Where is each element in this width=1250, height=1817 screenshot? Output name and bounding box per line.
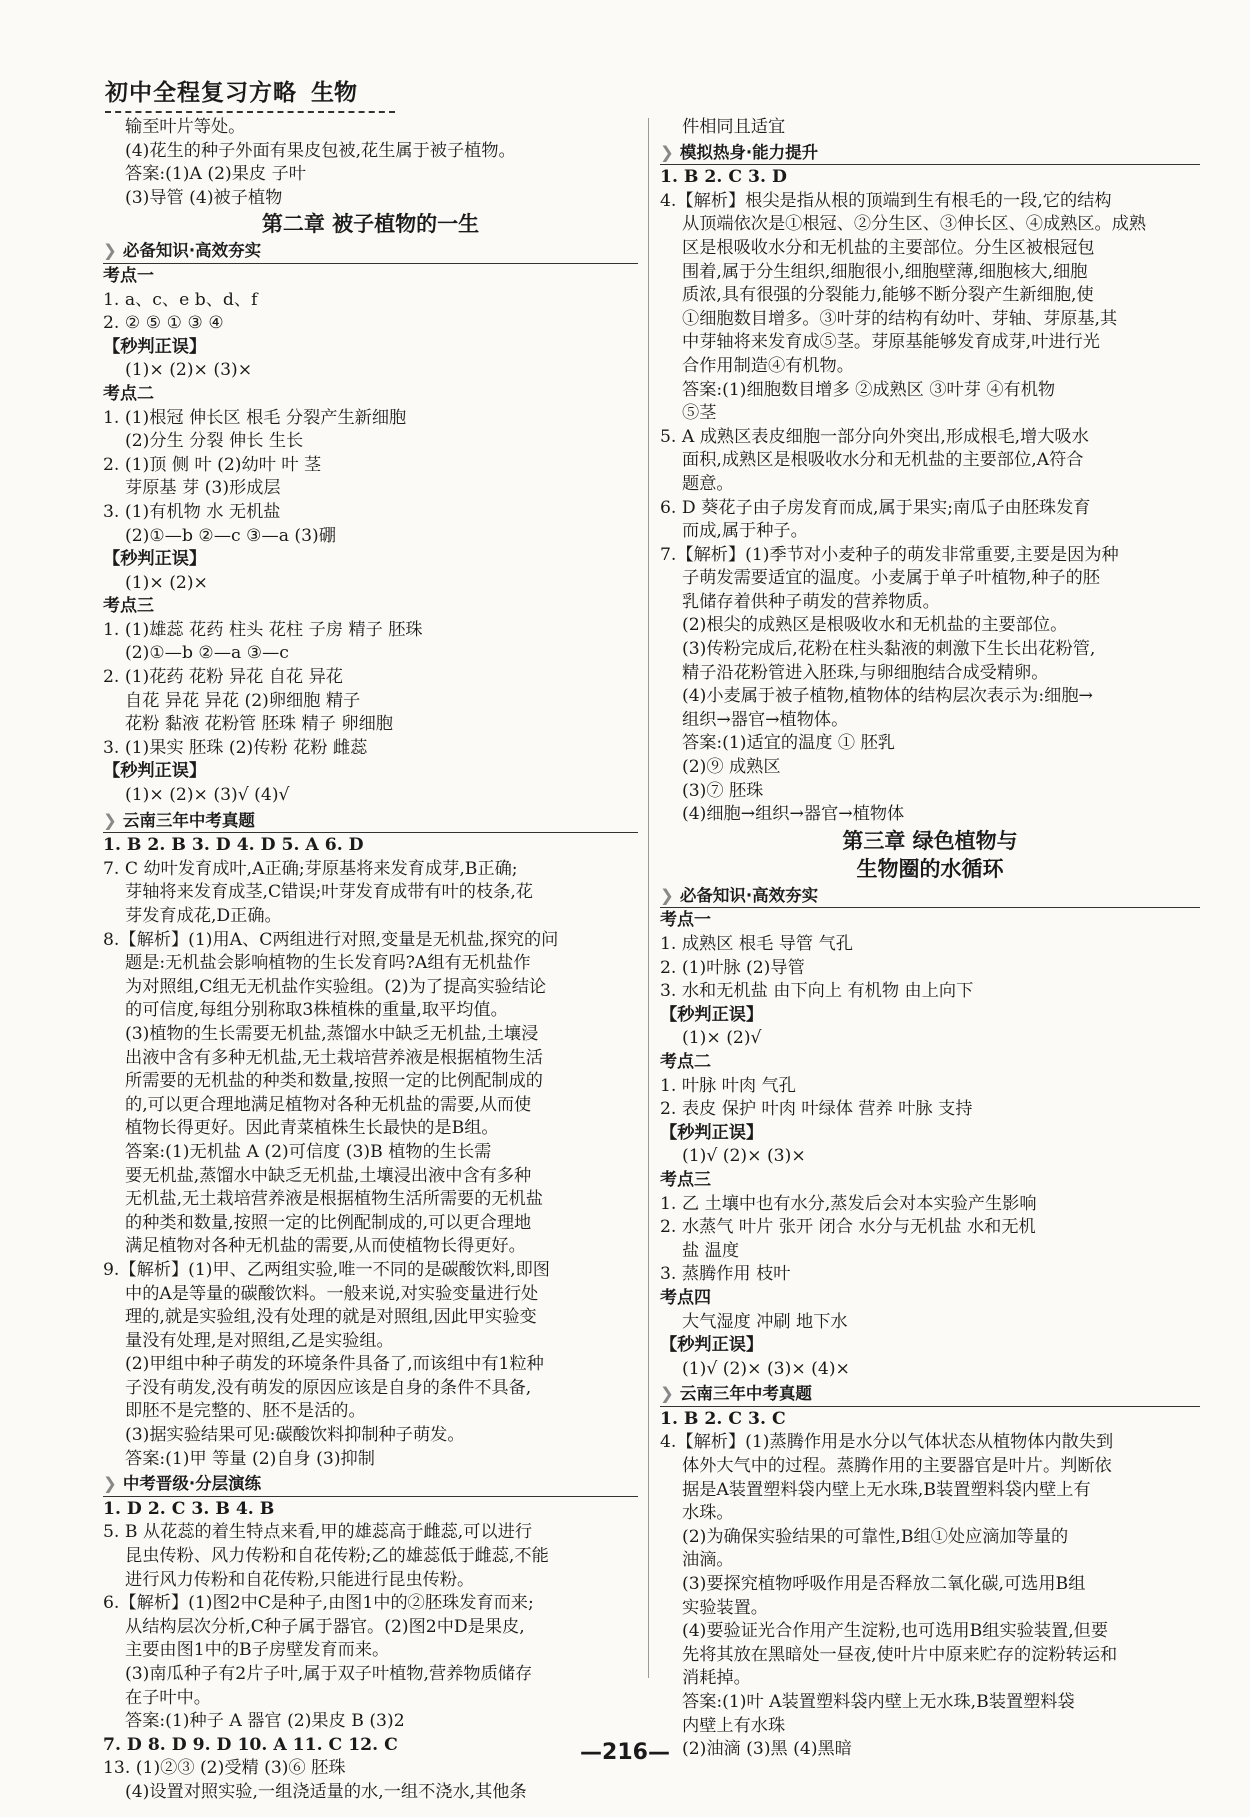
- section-banner: [660, 1382, 1200, 1407]
- text-line: 5. A 成熟区表皮细胞一部分向外突出,形成根毛,增大吸水: [660, 426, 1089, 447]
- text-line: 5. B 从花蕊的着生特点来看,甲的雄蕊高于雌蕊,可以进行: [103, 1522, 533, 1543]
- page-header: [105, 74, 395, 113]
- text-line: 昆虫传粉、风力传粉和自花传粉;乙的雄蕊低于雌蕊,不能: [125, 1546, 549, 1567]
- text-line: 从顶端依次是①根冠、②分生区、③伸长区、④成熟区。成熟: [682, 214, 1147, 235]
- text-line: 1. B 2. C 3. D: [660, 167, 787, 188]
- text-line: 1. 成熟区 根毛 导管 气孔: [660, 934, 853, 954]
- text-line: (2)①—b ②—c ③—a (3)硼: [125, 525, 336, 546]
- text-line: (3)据实验结果可见:碳酸饮料抑制种子萌发。: [125, 1425, 465, 1446]
- text-line: 芽发育成花,D正确。: [125, 906, 282, 926]
- text-line: 3. (1)有机物 水 无机盐: [103, 501, 281, 522]
- text-line: 乳储存着供种子萌发的营养物质。: [682, 591, 940, 612]
- text-line: 1. B 2. B 3. D 4. D 5. A 6. D: [103, 835, 364, 856]
- text-line: (4)花生的种子外面有果皮包被,花生属于被子植物。: [125, 140, 516, 161]
- text-line: 水珠。: [682, 1503, 734, 1524]
- page-number: —216—: [580, 1740, 670, 1765]
- text-line: 【秒判正误】: [103, 761, 207, 782]
- text-line: (3)⑦ 胚珠: [682, 780, 764, 801]
- text-line: (2)⑨ 成熟区: [682, 757, 781, 778]
- text-line: 面积,成熟区是根吸收水分和无机盐的主要部位,A符合: [682, 450, 1084, 471]
- text-line: 芽原基 芽 (3)形成层: [125, 478, 281, 499]
- text-line: (4)设置对照实验,一组浇适量的水,一组不浇水,其他条: [125, 1781, 527, 1802]
- text-line: 大气湿度 冲刷 地下水: [682, 1311, 848, 1332]
- text-line: 2. (1)花药 花粉 异花 自花 异花: [103, 667, 343, 688]
- text-line: 满足植物对各种无机盐的需要,从而使植物长得更好。: [125, 1236, 526, 1257]
- text-line: (4)小麦属于被子植物,植物体的结构层次表示为:细胞→: [682, 686, 1093, 707]
- text-line: 答案:(1)细胞数目增多 ②成熟区 ③叶芽 ④有机物: [682, 379, 1056, 400]
- topic-heading: 考点四: [660, 1287, 711, 1308]
- text-line: (2)为确保实验结果的可靠性,B组①处应滴加等量的: [682, 1526, 1069, 1547]
- text-line: 答案:(1)叶 A装置塑料袋内壁上无水珠,B装置塑料袋: [682, 1692, 1075, 1712]
- text-line: 2. 表皮 保护 叶肉 叶绿体 营养 叶脉 支持: [660, 1099, 973, 1120]
- text-line: (2)根尖的成熟区是根吸收水和无机盐的主要部位。: [682, 615, 1068, 636]
- topic-heading: 考点三: [660, 1169, 711, 1190]
- text-line: (1)√ (2)× (3)×: [682, 1146, 806, 1167]
- text-line: 围着,属于分生组织,细胞很小,细胞壁薄,细胞核大,细胞: [682, 261, 1088, 282]
- text-line: 2. ② ⑤ ① ③ ④: [103, 313, 224, 334]
- text-line: 油滴。: [682, 1550, 734, 1571]
- text-line: 所需要的无机盐的种类和数量,按照一定的比例配制成的: [125, 1071, 543, 1092]
- text-line: 答案:(1)种子 A 器官 (2)果皮 B (3)2: [125, 1711, 405, 1732]
- text-line: 子萌发需要适宜的温度。小麦属于单子叶植物,种子的胚: [682, 568, 1100, 589]
- text-line: 1. D 2. C 3. B 4. B: [103, 1498, 275, 1519]
- column-divider: [648, 118, 649, 1678]
- text-line: 区是根吸收水分和无机盐的主要部位。分生区被根冠包: [682, 237, 1095, 258]
- text-line: 答案:(1)A (2)果皮 子叶: [125, 164, 306, 185]
- text-line: 植物长得更好。因此青菜植株生长最快的是B组。: [125, 1118, 499, 1139]
- text-line: (2)分生 分裂 伸长 生长: [125, 431, 304, 452]
- text-line: 1. B 2. C 3. C: [660, 1408, 786, 1429]
- text-line: (2)油滴 (3)黑 (4)黑暗: [682, 1739, 852, 1760]
- text-line: 据是A装置塑料袋内壁上无水珠,B装置塑料袋内壁上有: [682, 1479, 1091, 1500]
- text-line: 3. (1)果实 胚珠 (2)传粉 花粉 雌蕊: [103, 737, 368, 758]
- text-line: 实验装置。: [682, 1597, 768, 1618]
- text-line: 7. D 8. D 9. D 10. A 11. C 12. C: [103, 1734, 398, 1755]
- text-line: 【秒判正误】: [660, 1335, 764, 1356]
- text-line: 从结构层次分析,C种子属于器官。(2)图2中D是果皮,: [125, 1616, 525, 1637]
- text-line: 2. 水蒸气 叶片 张开 闭合 水分与无机盐 水和无机: [660, 1217, 1036, 1238]
- topic-heading: 考点二: [660, 1051, 711, 1072]
- text-line: 1. a、c、e b、d、f: [103, 289, 258, 310]
- chevron-right-icon: ❯: [660, 1384, 674, 1404]
- book-title: 初中全程复习方略: [105, 80, 297, 106]
- text-line: 7.【解析】(1)季节对小麦种子的萌发非常重要,主要是因为种: [660, 544, 1119, 565]
- text-line: 消耗掉。: [682, 1668, 751, 1689]
- chevron-right-icon: ❯: [103, 810, 117, 830]
- text-line: 输至叶片等处。: [125, 117, 246, 137]
- text-line: (3)南瓜种子有2片子叶,属于双子叶植物,营养物质储存: [125, 1664, 533, 1684]
- text-line: 组织→器官→植物体。: [682, 709, 849, 730]
- text-line: 先将其放在黑暗处一昼夜,使叶片中原来贮存的淀粉转运和: [682, 1644, 1118, 1665]
- chapter-title: 第二章 被子植物的一生: [261, 212, 480, 237]
- text-line: (4)细胞→组织→器官→植物体: [682, 804, 905, 825]
- text-line: 答案:(1)甲 等量 (2)自身 (3)抑制: [125, 1448, 375, 1469]
- text-line: 2. (1)叶脉 (2)导管: [660, 957, 805, 978]
- text-line: 1. (1)雄蕊 花药 柱头 花柱 子房 精子 胚珠: [103, 619, 423, 640]
- text-line: 而成,属于种子。: [682, 521, 808, 542]
- right-column: [660, 116, 1200, 1762]
- text-line: 答案:(1)适宜的温度 ① 胚乳: [682, 733, 895, 754]
- text-line: 无机盐,无土栽培营养液是根据植物生活所需要的无机盐: [125, 1189, 543, 1210]
- text-line: (3)传粉完成后,花粉在柱头黏液的刺激下生长出花粉管,: [682, 639, 1096, 660]
- text-line: 答案:(1)无机盐 A (2)可信度 (3)B 植物的生长需: [125, 1141, 492, 1162]
- text-line: 主要由图1中的B子房壁发育而来。: [125, 1640, 390, 1661]
- chevron-right-icon: ❯: [660, 142, 674, 162]
- text-line: 花粉 黏液 花粉管 胚珠 精子 卵细胞: [125, 714, 393, 735]
- text-line: 7. C 幼叶发育成叶,A正确;芽原基将来发育成芽,B正确;: [103, 858, 518, 879]
- text-line: 【秒判正误】: [660, 1122, 764, 1143]
- text-line: 内壁上有水珠: [682, 1715, 786, 1736]
- text-line: 6. D 葵花子由子房发育而成,属于果实;南瓜子由胚珠发育: [660, 497, 1091, 518]
- text-line: (2)甲组中种子萌发的环境条件具备了,而该组中有1粒种: [125, 1354, 544, 1375]
- text-line: 理的,就是实验组,没有处理的就是对照组,因此甲实验变: [125, 1307, 537, 1328]
- text-line: 【秒判正误】: [103, 336, 207, 357]
- chevron-right-icon: ❯: [103, 241, 117, 261]
- text-line: 6.【解析】(1)图2中C是种子,由图1中的②胚珠发育而来;: [103, 1593, 534, 1614]
- text-line: 4.【解析】根尖是指从根的顶端到生有根毛的一段,它的结构: [660, 190, 1112, 211]
- section-banner: [660, 884, 1200, 909]
- text-line: 要无机盐,蒸馏水中缺乏无机盐,土壤浸出液中含有多种: [125, 1165, 532, 1186]
- text-line: 合作用制造④有机物。: [682, 355, 854, 376]
- text-line: 精子沿花粉管进入胚珠,与卵细胞结合成受精卵。: [682, 662, 1049, 683]
- section-banner: [660, 141, 1200, 166]
- text-line: 9.【解析】(1)甲、乙两组实验,唯一不同的是碳酸饮料,即图: [103, 1259, 550, 1280]
- text-line: 为对照组,C组无无机盐作实验组。(2)为了提高实验结论: [125, 976, 547, 997]
- text-line: ⑤茎: [682, 403, 717, 424]
- text-line: (1)× (2)×: [125, 572, 208, 593]
- chapter-title: 生物圈的水循环: [856, 856, 1004, 881]
- text-line: 盐 温度: [682, 1240, 740, 1261]
- chapter-title: 第三章 绿色植物与: [842, 828, 1018, 853]
- section-banner: [103, 809, 638, 834]
- text-line: (3)要探究植物呼吸作用是否释放二氧化碳,可选用B组: [682, 1574, 1086, 1595]
- text-line: 题意。: [682, 473, 734, 494]
- text-line: 的种类和数量,按照一定的比例配制成的,可以更合理地: [125, 1212, 532, 1233]
- section-label: 模拟热身·能力提升: [679, 142, 819, 162]
- text-line: ①细胞数目增多。③叶芽的结构有幼叶、芽轴、芽原基,其: [682, 308, 1118, 329]
- chevron-right-icon: ❯: [660, 885, 674, 905]
- text-line: 子没有萌发,没有萌发的原因应该是自身的条件不具备,: [125, 1377, 532, 1398]
- text-line: 进行风力传粉和自花传粉,只能进行昆虫传粉。: [125, 1569, 475, 1590]
- text-line: 1. 乙 土壤中也有水分,蒸发后会对本实验产生影响: [660, 1193, 1037, 1214]
- section-banner: [103, 239, 638, 264]
- text-line: 中芽轴将来发育成⑤茎。芽原基能够发育成芽,叶进行光: [682, 332, 1100, 353]
- text-line: (1)× (2)× (3)×: [125, 360, 253, 381]
- text-line: 中的A是等量的碳酸饮料。一般来说,对实验变量进行处: [125, 1283, 539, 1304]
- text-line: 3. 蒸腾作用 枝叶: [660, 1264, 791, 1285]
- text-line: 4.【解析】(1)蒸腾作用是水分以气体状态从植物体内散失到: [660, 1432, 1114, 1453]
- text-line: 8.【解析】(1)用A、C两组进行对照,变量是无机盐,探究的问: [103, 929, 559, 950]
- text-line: (1)√ (2)× (3)× (4)×: [682, 1358, 850, 1379]
- text-line: 自花 异花 异花 (2)卵细胞 精子: [125, 690, 361, 711]
- text-line: 质浓,具有很强的分裂能力,能够不断分裂产生新细胞,使: [682, 285, 1094, 306]
- chevron-right-icon: ❯: [103, 1474, 117, 1494]
- text-line: (1)× (2)× (3)√ (4)√: [125, 785, 290, 806]
- text-line: 题是:无机盐会影响植物的生长发育吗?A组有无机盐作: [125, 953, 531, 974]
- section-label: 必备知识·高效夯实: [679, 885, 819, 905]
- section-label: 云南三年中考真题: [679, 1384, 812, 1404]
- text-line: 【秒判正误】: [103, 549, 207, 570]
- text-line: 出液中含有多种无机盐,无土栽培营养液是根据植物生活: [125, 1047, 543, 1068]
- text-line: 即胚不是完整的、胚不是活的。: [125, 1401, 366, 1422]
- text-line: 芽轴将来发育成茎,C错误;叶芽发育成带有叶的枝条,花: [125, 882, 533, 903]
- text-line: (3)植物的生长需要无机盐,蒸馏水中缺乏无机盐,土壤浸: [125, 1023, 539, 1044]
- text-line: 的,可以更合理地满足植物对各种无机盐的需要,从而使: [125, 1094, 532, 1115]
- text-line: 在子叶中。: [125, 1687, 211, 1708]
- section-label: 云南三年中考真题: [122, 810, 255, 830]
- left-column: [103, 116, 638, 1805]
- text-line: 13. (1)②③ (2)受精 (3)⑥ 胚珠: [103, 1758, 346, 1779]
- section-banner: [103, 1472, 638, 1497]
- text-line: 【秒判正误】: [660, 1004, 764, 1025]
- section-label: 中考晋级·分层演练: [122, 1474, 262, 1494]
- text-line: 1. 叶脉 叶肉 气孔: [660, 1075, 796, 1096]
- topic-heading: 考点三: [103, 596, 154, 617]
- text-line: 体外大气中的过程。蒸腾作用的主要器官是叶片。判断依: [682, 1456, 1112, 1477]
- text-line: (3)导管 (4)被子植物: [125, 187, 283, 208]
- text-line: 1. (1)根冠 伸长区 根毛 分裂产生新细胞: [103, 407, 407, 428]
- text-line: 的可信度,每组分别称取3株植株的重量,取平均值。: [125, 1000, 508, 1021]
- text-line: (2)①—b ②—a ③—c: [125, 643, 289, 664]
- text-line: 件相同且适宜: [682, 117, 786, 137]
- topic-heading: 考点一: [103, 265, 154, 286]
- text-line: 2. (1)顶 侧 叶 (2)幼叶 叶 茎: [103, 454, 322, 475]
- section-label: 必备知识·高效夯实: [122, 241, 262, 261]
- text-line: (1)× (2)√: [682, 1028, 762, 1049]
- subject-label: 生物: [311, 80, 357, 106]
- text-line: 3. 水和无机盐 由下向上 有机物 由上向下: [660, 981, 974, 1002]
- text-line: (4)要验证光合作用产生淀粉,也可选用B组实验装置,但要: [682, 1621, 1109, 1642]
- topic-heading: 考点一: [660, 910, 711, 931]
- topic-heading: 考点二: [103, 383, 154, 404]
- text-line: 量没有处理,是对照组,乙是实验组。: [125, 1330, 394, 1351]
